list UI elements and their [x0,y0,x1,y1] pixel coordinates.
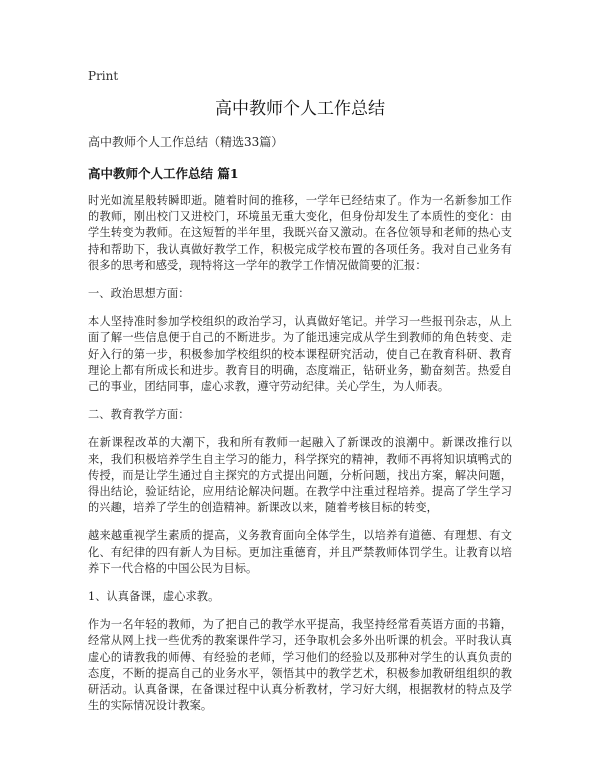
paragraph-reform: 在新课程改革的大潮下，我和所有教师一起融入了新课改的浪潮中。新课改推行以来，我们积极培养学生自主学习的能力，科学探究的精神，教师不再将知识填鸭式的传授，而是让学生通过自主探究的方式提出问题，分析问题，找出方案，解决问题，得出结论，验证结论，应用结论解决问题。在教学中注重过程培养。提高了学生学习的兴趣，培养了学生的创造精神。新课改以来，随着考核目标的转变， [88,436,512,515]
document-title: 高中教师个人工作总结 [215,99,385,119]
paragraph-quality: 越来越重视学生素质的提高，义务教育面向全体学生，以培养有道德、有理想、有文化、有纪律的四有新人为目标。更加注重德育，并且严禁教师体罚学生。让教育以培养下一代合格的中国公民为目标。 [88,529,512,575]
paragraph-preparation: 作为一名年轻的教师，为了把自己的教学水平提高，我坚持经常看英语方面的书籍，经常从网上找一些优秀的教案课件学习，还争取机会多外出听课的机会。平时我认真虚心的请教我的师傅、有经验的老师，学习他们的经验以及那种对学生的认真负责的态度，不断的提高自己的业务水平，领悟其中的教学艺术，积极参加教研组组织的教研活动。认真备课，在备课过程中认真分析教材，学习好大纲，根据教材的特点及学生的实际情况设计教案。 [88,618,512,713]
heading-preparation: 1、认真备课，虚心求教。 [88,590,220,604]
section-heading: 高中教师个人工作总结 篇1 [88,166,239,181]
paragraph-politics: 本人坚持准时参加学校组织的政治学习，认真做好笔记。并学习一些报刊杂志，从上面了解一些信息便于自己的不断进步。为了能迅速完成从学生到教师的角色转变、走好入行的第一步，积极参加学校组织的校本课程研究活动，使自己在教育科研、教育理论上都有所成长和进步。教育目的明确，态度端正，钻研业务，勤奋刻苦。热爱自己的事业，团结同事，虚心求教，遵守劳动纪律。关心学生，为人师表。 [88,315,512,394]
heading-teaching: 二、教育教学方面： [88,408,190,422]
heading-politics: 一、政治思想方面： [88,287,190,301]
document-subtitle: 高中教师个人工作总结（精选33篇） [88,135,284,149]
paragraph-intro: 时光如流星般转瞬即逝。随着时间的推移，一学年已经结束了。作为一名新参加工作的教师，刚出校门又进校门，环境虽无重大变化，但身份却发生了本质性的变化：由学生转变为教师。在这短暂的半年里，我既兴奋又激动。在各位领导和老师的热心支持和帮助下，我认真做好教学工作，积极完成学校布置的各项任务。我对自己业务有很多的思考和感受，现特将这一学年的教学工作情况做简要的汇报： [88,194,512,272]
print-link[interactable]: Print [88,69,119,83]
